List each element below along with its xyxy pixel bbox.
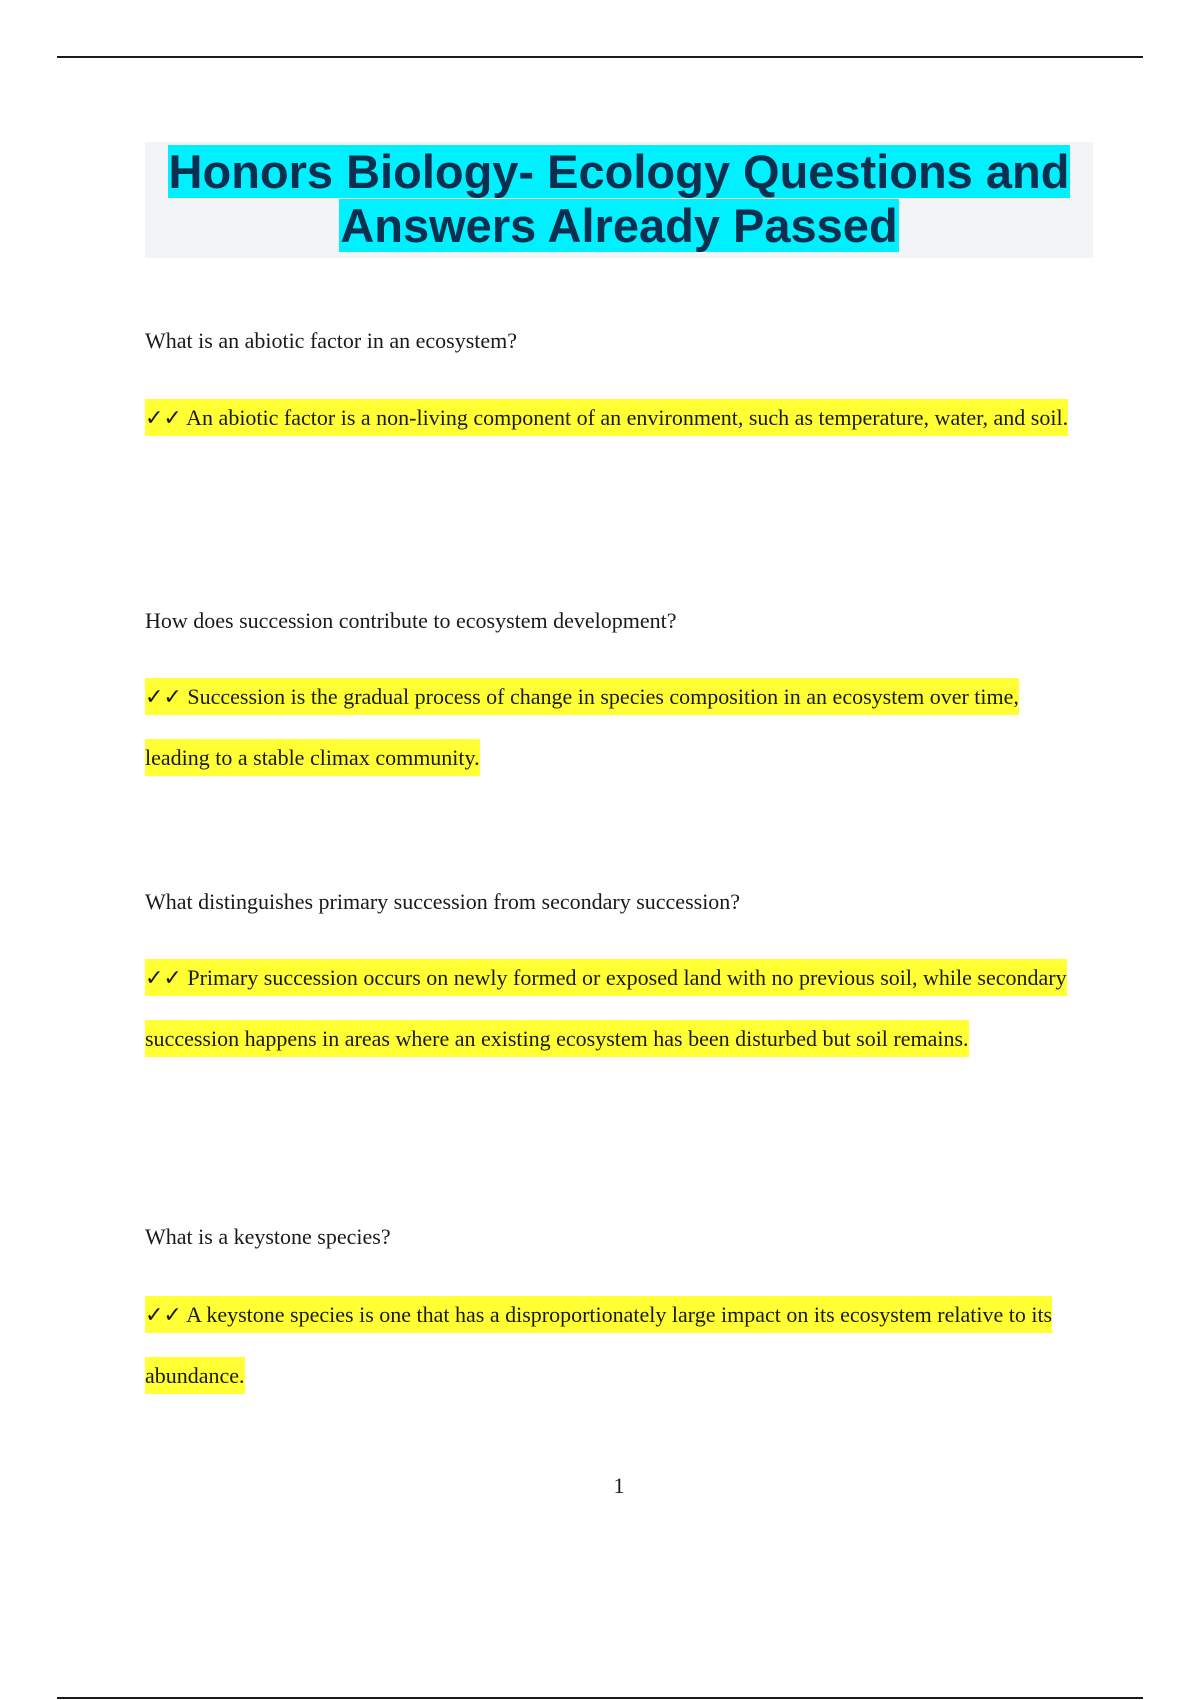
page-number: 1 <box>613 1473 625 1498</box>
answer-2 <box>145 667 1075 788</box>
check-mark-icon: ✓✓ <box>145 966 182 991</box>
answer-1-text: An abiotic factor is a non-living component of an environment, such as temperature, water, and soil. <box>186 405 1069 430</box>
answer-1 <box>145 388 1075 449</box>
answer-4 <box>145 1285 1075 1406</box>
check-mark-icon: ✓✓ <box>145 406 182 431</box>
check-mark-icon: ✓✓ <box>145 1303 182 1328</box>
check-mark-icon: ✓✓ <box>145 685 182 710</box>
document-title-text: Honors Biology- Ecology Questions and Answers Already Passed <box>168 145 1070 252</box>
answer-3-highlight <box>145 959 1067 1057</box>
answer-2-text: Succession is the gradual process of change in species composition in an ecosystem over time, leading to a stable climax community. <box>145 684 1019 770</box>
page-bottom-rule <box>57 1697 1143 1699</box>
answer-2-highlight <box>145 678 1019 776</box>
title-block <box>145 142 1093 258</box>
page-top-rule <box>57 56 1143 58</box>
question-1: What is an abiotic factor in an ecosystem? <box>145 328 518 353</box>
answer-4-text: A keystone species is one that has a disproportionately large impact on its ecosystem relative to its abundance. <box>145 1302 1053 1388</box>
question-4: What is a keystone species? <box>145 1224 391 1249</box>
answer-3-text: Primary succession occurs on newly formed or exposed land with no previous soil, while secondary succession happens in areas where an existing ecosystem has been disturbed but soil remains. <box>145 965 1067 1051</box>
document-title <box>145 142 1093 253</box>
answer-4-highlight <box>145 1296 1052 1394</box>
question-2: How does succession contribute to ecosystem development? <box>145 608 677 633</box>
question-3: What distinguishes primary succession from secondary succession? <box>145 889 741 914</box>
answer-1-highlight <box>145 399 1068 436</box>
answer-3 <box>145 948 1075 1069</box>
